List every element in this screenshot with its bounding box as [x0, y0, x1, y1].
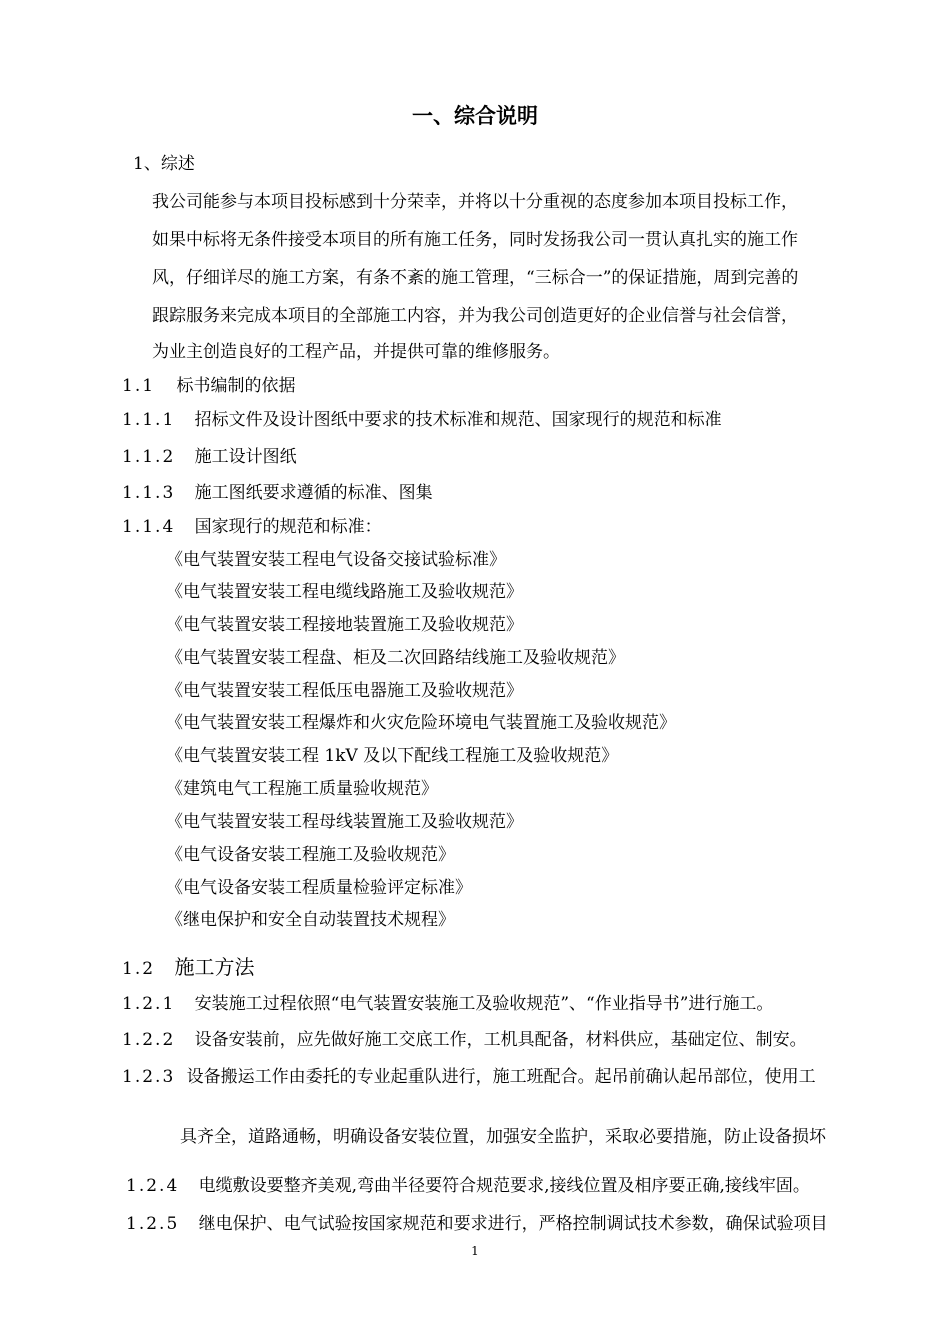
section-basis-heading: [122, 374, 295, 398]
overview-heading: 1、综述: [133, 154, 195, 174]
standard-item: 《电气装置安装工程母线装置施工及验收规范》: [166, 812, 523, 832]
standard-item: 《电气设备安装工程质量检验评定标准》: [166, 878, 472, 898]
basis-item: [122, 445, 297, 469]
item-number: 1.1.1: [122, 410, 176, 430]
item-text: 安装施工过程依照“电气装置安装施工及验收规范”、“作业指导书”进行施工。: [194, 994, 774, 1014]
section-number: 1.2: [122, 959, 156, 979]
standard-item: 《电气装置安装工程 1kV 及以下配线工程施工及验收规范》: [166, 746, 619, 766]
overview-line: 风，仔细详尽的施工方案，有条不紊的施工管理，“三标合一”的保证措施，周到完善的: [152, 268, 799, 288]
standard-item: 《电气装置安装工程盘、柜及二次回路结线施工及验收规范》: [166, 648, 625, 668]
standard-item: 《继电保护和安全自动装置技术规程》: [166, 910, 455, 930]
standard-item: 《电气装置安装工程接地装置施工及验收规范》: [166, 615, 523, 635]
item-text: 设备搬运工作由委托的专业起重队进行，施工班配合。起吊前确认起吊部位，使用工: [186, 1067, 816, 1087]
overview-line: 我公司能参与本项目投标感到十分荣幸，并将以十分重视的态度参加本项目投标工作，: [152, 192, 798, 212]
overview-line: 如果中标将无条件接受本项目的所有施工任务，同时发扬我公司一贯认真扎实的施工作: [152, 230, 798, 250]
standard-item: 《电气设备安装工程施工及验收规范》: [166, 845, 455, 865]
item-text: 设备安装前，应先做好施工交底工作，工机具配备，材料供应，基础定位、制安。: [194, 1030, 807, 1050]
method-item-continuation: 具齐全，道路通畅，明确设备安装位置，加强安全监护，采取必要措施，防止设备损坏: [180, 1127, 826, 1147]
item-text: 继电保护、电气试验按国家规范和要求进行，严格控制调试技术参数，确保试验项目: [198, 1214, 828, 1234]
item-number: 1.2.1: [122, 994, 176, 1014]
item-text: 国家现行的规范和标准：: [194, 517, 382, 537]
item-number: 1.1.4: [122, 517, 176, 537]
item-number: 1.2.2: [122, 1030, 176, 1050]
item-text: 施工设计图纸: [194, 447, 297, 467]
item-number: 1.1.2: [122, 447, 176, 467]
basis-item: [122, 408, 722, 432]
overview-line: 跟踪服务来完成本项目的全部施工内容，并为我公司创造更好的企业信誉与社会信誉，: [152, 306, 798, 326]
method-item: [122, 992, 773, 1016]
section-title: 标书编制的依据: [176, 376, 296, 396]
basis-item: [122, 481, 433, 505]
method-item: [126, 1174, 810, 1198]
item-number: 1.2.5: [126, 1214, 180, 1234]
item-text: 招标文件及设计图纸中要求的技术标准和规范、国家现行的规范和标准: [194, 410, 722, 430]
section-number: 1.1: [122, 376, 156, 396]
item-text: 电缆敷设要整齐美观,弯曲半径要符合规范要求,接线位置及相序要正确,接线牢固。: [198, 1176, 810, 1196]
item-number: 1.2.4: [126, 1176, 180, 1196]
item-text: 施工图纸要求遵循的标准、图集: [194, 483, 433, 503]
standard-item: 《电气装置安装工程电缆线路施工及验收规范》: [166, 582, 523, 602]
overview-line: 为业主创造良好的工程产品，并提供可靠的维修服务。: [152, 342, 560, 362]
section-method-heading: [122, 955, 254, 981]
method-item: [126, 1212, 828, 1236]
standard-item: 《建筑电气工程施工质量验收规范》: [166, 779, 438, 799]
item-number: 1.2.3: [122, 1067, 176, 1087]
page-title: 一、综合说明: [412, 104, 538, 128]
section-title: 施工方法: [174, 955, 255, 979]
page-number: 1: [471, 1244, 479, 1258]
item-number: 1.1.3: [122, 483, 176, 503]
method-item: [122, 1028, 807, 1052]
standard-item: 《电气装置安装工程低压电器施工及验收规范》: [166, 681, 523, 701]
standard-item: 《电气装置安装工程电气设备交接试验标准》: [166, 550, 506, 570]
basis-item: [122, 515, 382, 539]
standard-item: 《电气装置安装工程爆炸和火灾危险环境电气装置施工及验收规范》: [166, 713, 676, 733]
method-item: [122, 1065, 816, 1089]
